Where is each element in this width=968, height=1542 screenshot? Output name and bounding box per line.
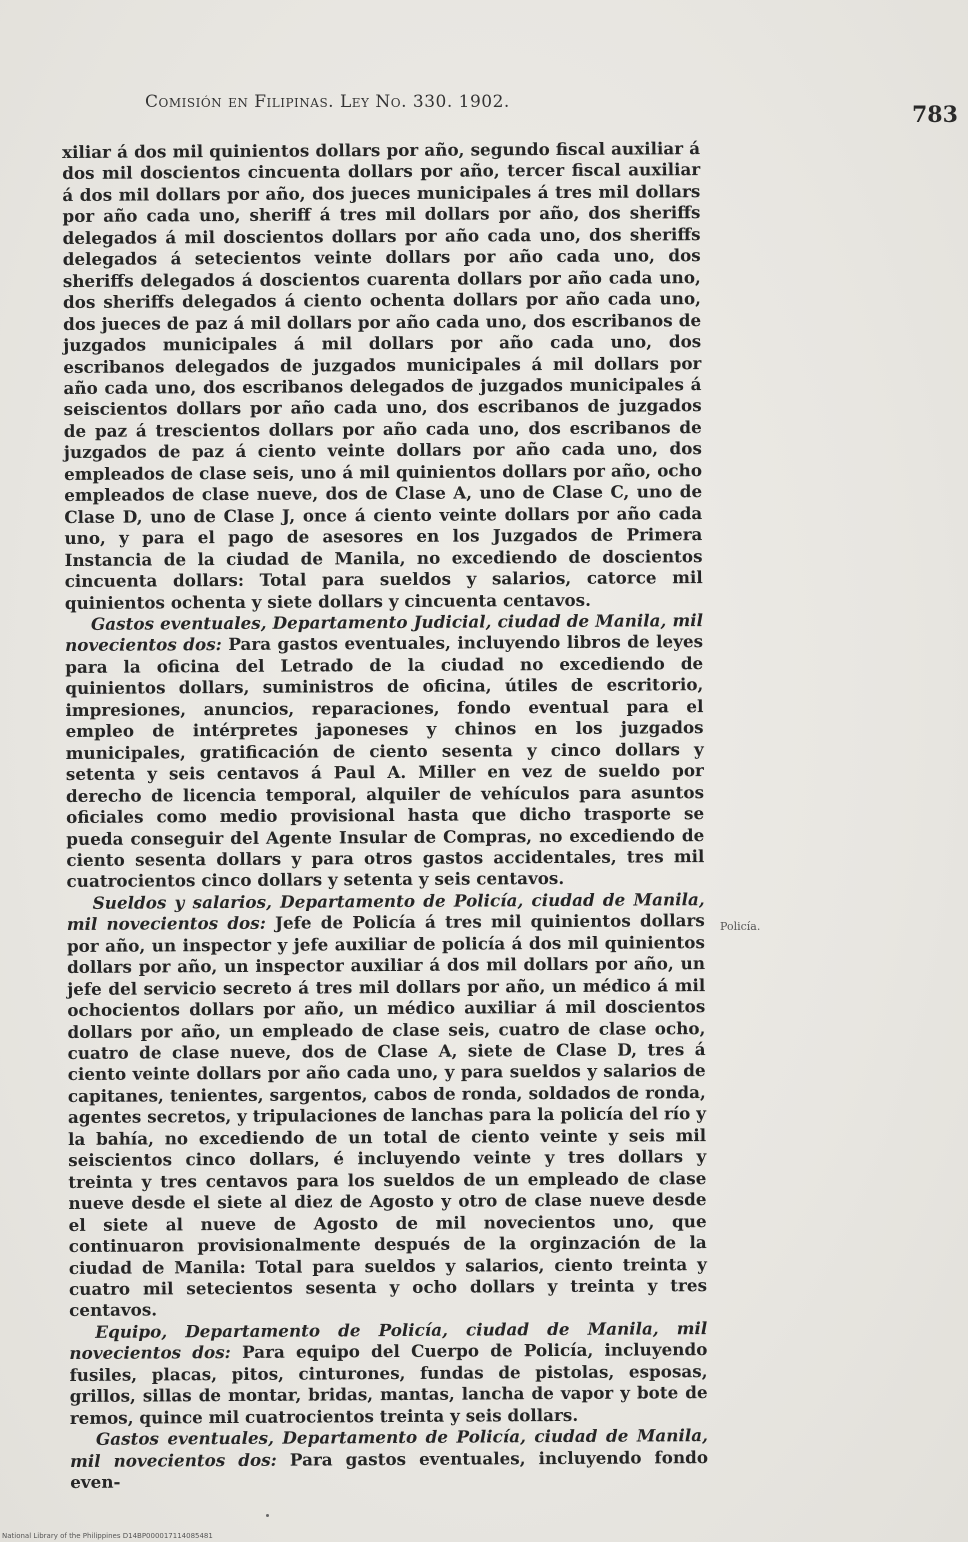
paragraph-2-text: Para gastos eventuales, incluyendo libros de leyes para la oficina del Letrado de la ciudad no excediendo de quinientos dollars, suministros de oficina, útiles de escritorio, impresiones, anuncios, reparaciones, fondo eventual para el empleo de intérpretes japoneses y chinos en los juzgados municipales, gratificación de ciento sesenta y cinco dollars y setenta y seis centavos á Paul A. Miller en vez de sueldo por derecho de licencia temporal, alquiler de vehículos para asuntos oficiales como medio provisional hasta que dicho trasporte se pueda conseguir del Agente Insular de Compras, no excediendo de ciento sesenta dollars y para otros gastos accidentales, tres mil cuatrocientos cinco dollars y setenta y seis centavos. <box>65 631 705 892</box>
paragraph-3-lead: Sueldos y salarios, Departamento de Policía, ciudad de Manila, mil novecientos dos: <box>66 888 705 935</box>
paragraph-4 <box>69 1318 708 1429</box>
paragraph-5-lead: Gastos eventuales, Departamento de Policía, ciudad de Manila, mil novecientos dos: <box>69 1425 708 1471</box>
paragraph-1 <box>62 138 703 614</box>
footer-credit: National Library of the Philippines D14BP000017114085481 <box>2 1532 213 1540</box>
paragraph-5-text: Para gastos eventuales, incluyendo fondo even- <box>70 1446 709 1493</box>
paragraph-3 <box>67 889 708 1322</box>
running-header: Comisión en Filipinas. Ley No. 330. 1902. <box>145 92 510 112</box>
body-text <box>62 138 708 1493</box>
paragraph-2-lead: Gastos eventuales, Departamento Judicial, ciudad de Manila, mil novecientos dos: <box>65 610 703 656</box>
margin-note-policia: Policía. <box>720 920 761 933</box>
paragraph-4-text: Para equipo del Cuerpo de Policía, incluyendo fusiles, placas, pitos, cinturones, fundas de pistolas, esposas, grillos, sillas de montar, bridas, mantas, lancha de vapor y bote de remos, quince mil cuatrocientos treinta y seis dollars. <box>69 1339 708 1428</box>
paragraph-3-text: Jefe de Policía á tres mil quinientos dollars por año, un inspector y jefe auxiliar de policía á dos mil quinientos dollars por año, un inspector auxiliar á dos mil dollars por año, un jefe del servicio secreto á tres mil dollars por año, un médico á mil ochocientos dollars por año, un médico auxiliar á mil doscientos dollars por año, un empleado de clase seis, cuatro de clase ocho, cuatro de clase nueve, dos de Clase A, siete de Clase D, tres á ciento veinte dollars por año cada uno, y para sueldos y salarios de capitanes, tenientes, sargentos, cabos de ronda, soldados de ronda, agentes secretos, y tripulaciones de lanchas para la policía del río y la bahía, no excediendo de un total de ciento veinte y seis mil seiscientos cinco dollars, é incluyendo veinte y tres dollars y treinta y tres centavos para los sueldos de un empleado de clase nueve desde el siete al diez de Agosto y otro de clase nueve desde el siete al nueve de Agosto de mil novecientos uno, que continuaron provisionalmente después de la orginzación de la ciudad de Manila: Total para sueldos y salarios, ciento treinta y cuatro mil setecientos sesenta y ocho dollars y treinta y tres centavos. <box>66 910 708 1321</box>
scan-speck <box>266 1514 269 1517</box>
paragraph-1-text: xiliar á dos mil quinientos dollars por año, segundo fiscal auxiliar á dos mil doscientos cincuenta dollars por año, tercer fiscal auxiliar á dos mil dollars por año, dos jueces municipales á tres mil dollars por año cada uno, sheriff á tres mil dollars por año, dos sheriffs delegados á mil doscientos dollars por año cada uno, dos sheriffs delegados á setecientos veinte dollars por año cada uno, dos sheriffs delegados á doscientos cuarenta dollars por año cada uno, dos sheriffs delegados á ciento ochenta dollars por año cada uno, dos jueces de paz á mil dollars por año cada uno, dos escribanos de juzgados municipales á mil dollars por año cada uno, dos escribanos delegados de juzgados municipales á mil dollars por año cada uno, dos escribanos delegados de juzgados municipales á seiscientos dollars por año cada uno, dos escribanos de juzgados de paz á trescientos dollars por año cada uno, dos escribanos de juzgados de paz á ciento veinte dollars por año cada uno, dos empleados de clase seis, uno á mil quinientos dollars por año, ocho empleados de clase nueve, dos de Clase A, uno de Clase C, uno de Clase D, uno de Clase J, once á ciento veinte dollars por año cada uno, y para el pago de asesores en los Juzgados de Primera Instancia de la ciudad de Manila, no excediendo de doscientos cincuenta dollars: Total para sueldos y salarios, catorce mil quinientos ochenta y siete dollars y cincuenta centavos. <box>62 138 703 613</box>
page-number: 783 <box>912 102 958 128</box>
paragraph-4-lead: Equipo, Departamento de Policía, ciudad de Manila, mil novecientos dos: <box>69 1318 708 1364</box>
paragraph-2 <box>65 610 705 893</box>
paragraph-5 <box>70 1425 708 1493</box>
